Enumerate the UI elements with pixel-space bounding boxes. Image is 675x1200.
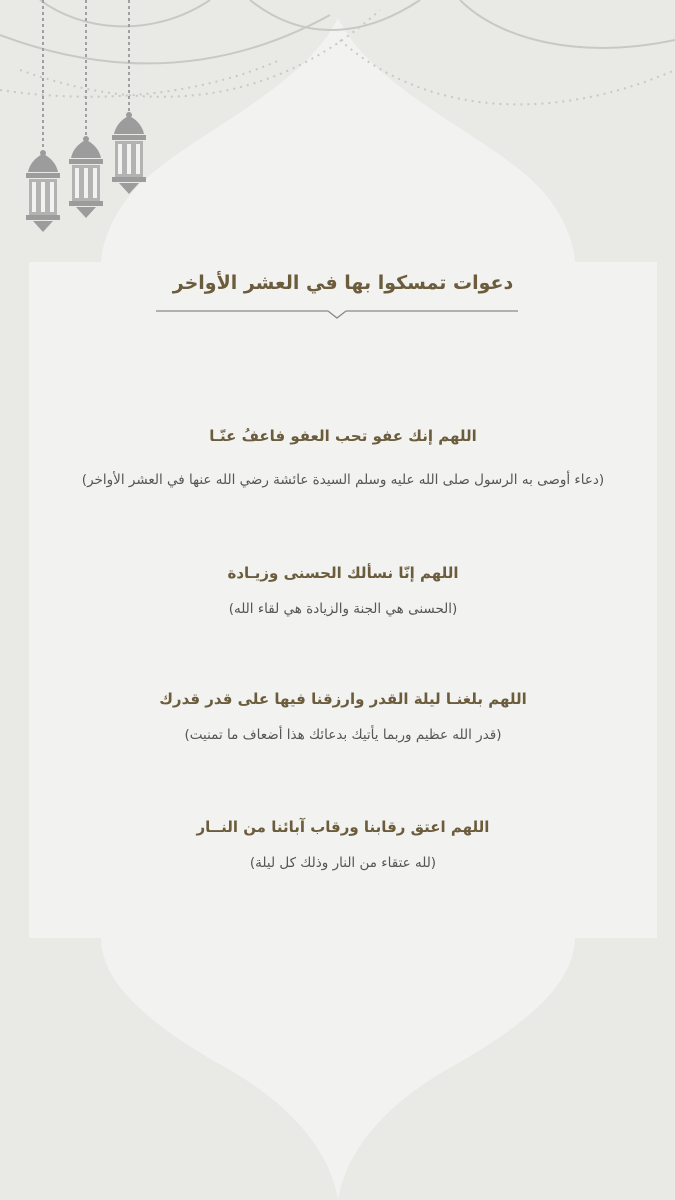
prayer-block (29, 425, 657, 497)
lantern-icon (26, 150, 60, 232)
lantern-icon (112, 112, 146, 194)
prayer-block (29, 562, 657, 626)
prayer-note: (الحسنى هي الجنة والزيادة هي لقاء الله) (228, 601, 458, 617)
prayer-text: اللهم إنك عفو تحب العفو فاعفُ عنّـا (209, 427, 477, 445)
prayer-note: (دعاء أوصى به الرسول صلى الله عليه وسلم السيدة عائشة رضي الله عنها في العشر الأواخر) (81, 472, 605, 488)
prayers-card (29, 262, 657, 938)
prayer-note: (قدر الله عظيم وربما يأتيك بدعائك هذا أضعاف ما تمنيت) (184, 727, 502, 743)
prayer-block (29, 816, 657, 880)
prayer-text: اللهم بلغنـا ليلة القدر وارزقنا فيها على قدر قدرك (159, 690, 527, 708)
prayer-text: اللهم اعتق رقابنا ورقاب آبائنا من النــار (196, 818, 490, 836)
prayer-block (29, 688, 657, 752)
title-divider (156, 305, 518, 323)
page-title: دعوات تمسكوا بها في العشر الأواخر (172, 272, 514, 294)
prayer-note: (لله عتقاء من النار وذلك كل ليلة) (249, 855, 437, 871)
lantern-icon (69, 136, 103, 218)
prayer-text: اللهم إنّا نسألك الحسنى وزيـادة (227, 564, 459, 582)
